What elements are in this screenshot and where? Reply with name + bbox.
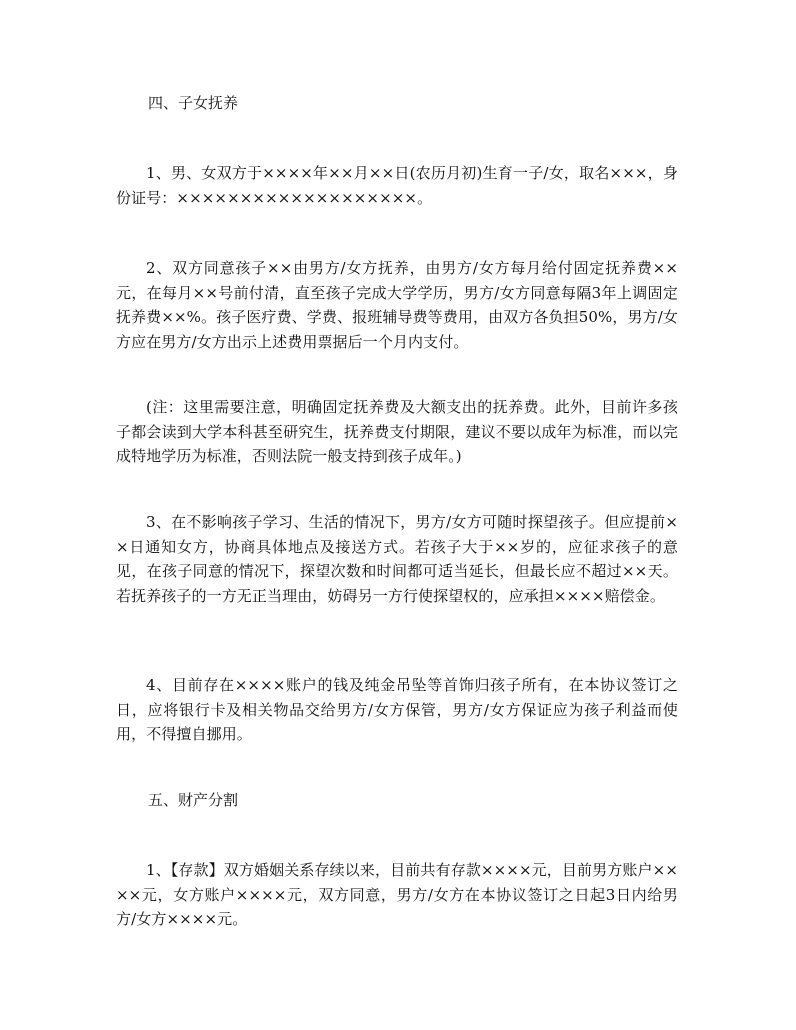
section-heading-child-custody: 四、子女抚养 — [148, 94, 239, 112]
paragraph-child-property: 4、目前存在××××账户的钱及纯金吊坠等首饰归孩子所有，在本协议签订之日，应将银行卡及相关物品交给男方/女方保管，男方/女方保证应为孩子利益而使用，不得擅自挪用。 — [116, 676, 678, 743]
paragraph-note: (注：这里需要注意，明确固定抚养费及大额支出的抚养费。此外，目前许多孩子都会读到大学本科甚至研究生，抚养费支付期限，建议不要以成年为标准，而以完成特地学历为标准，否则法院一般支持到孩子成年。) — [116, 398, 678, 465]
paragraph-visitation: 3、在不影响孩子学习、生活的情况下，男方/女方可随时探望孩子。但应提前××日通知女方，协商具体地点及接送方式。若孩子大于××岁的，应征求孩子的意见，在孩子同意的情况下，探望次数和时间都可适当延长，但最长应不超过××天。若抚养孩子的一方无正当理由，妨碍另一方行使探望权的，应承担××××赔偿金。 — [116, 513, 678, 605]
paragraph-child-support: 2、双方同意孩子××由男方/女方抚养，由男方/女方每月给付固定抚养费××元，在每月××号前付清，直至孩子完成大学学历，男方/女方同意每隔3年上调固定抚养费××%。孩子医疗费、学费、报班辅导费等费用，由双方各负担50%，男方/女方应在男方/女方出示上述费用票据后一个月内支付。 — [116, 259, 678, 351]
paragraph-birth-info: 1、男、女双方于××××年××月××日(农历月初)生育一子/女，取名×××，身份证号：×××××××××××××××××××。 — [116, 164, 678, 207]
section-heading-property-division: 五、财产分割 — [148, 791, 239, 809]
paragraph-deposits: 1、【存款】双方婚姻关系存续以来，目前共有存款××××元，目前男方账户××××元，女方账户××××元，双方同意，男方/女方在本协议签订之日起3日内给男方/女方××××元。 — [116, 861, 678, 928]
